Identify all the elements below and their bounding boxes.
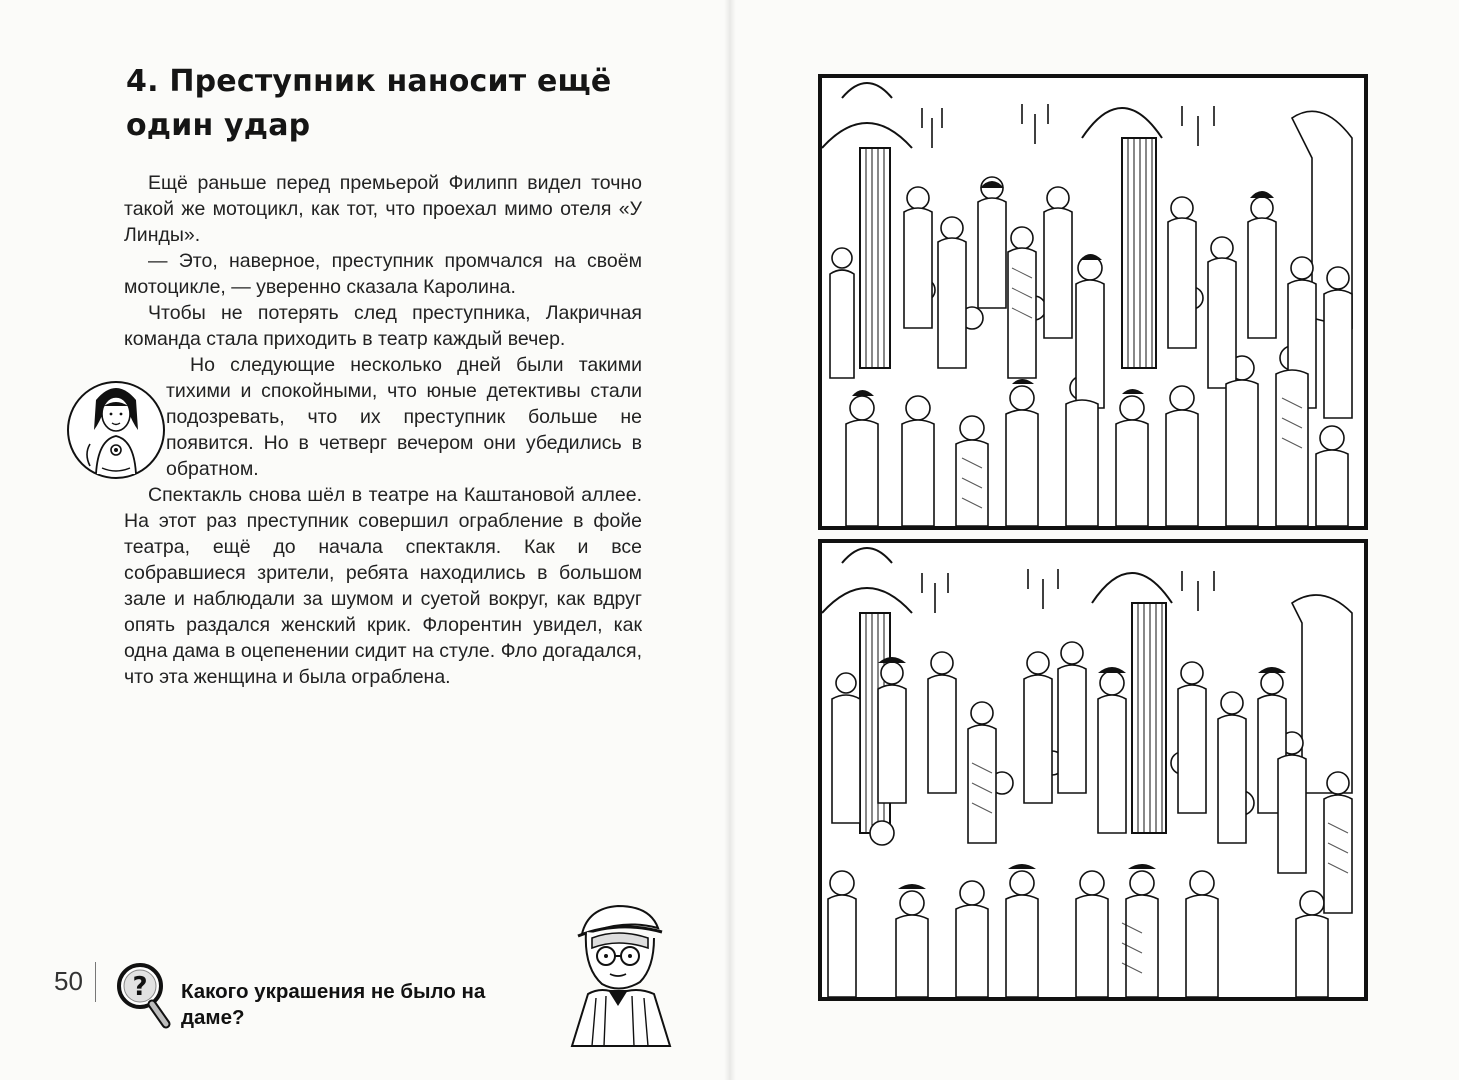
paragraph-5: Спектакль снова шёл в театре на Каштановой аллее. На этот раз преступник совершил ограбление в фойе театра, ещё до начала спектакля. Как и все собравшиеся зрители, ребята находились в большом зале и наблюдали за шумом и суетой вокруг, как вдруг опять раздался женский крик. Флорентин увидел, как одна дама в оцепенении сидит на стуле. Фло догадался, что эта женщина и была ограблена. [124, 484, 642, 688]
paragraph-2: — Это, наверное, преступник промчался на своём мотоцикле, — уверенно сказала Каролина. [124, 250, 642, 298]
chapter-body [124, 170, 642, 690]
paragraph-1: Ещё раньше перед премьерой Филипп видел точно такой же мотоцикл, как тот, что проехал мимо отеля «У Линды». [124, 172, 642, 246]
page-number: 50 [54, 966, 83, 996]
question-text: Какого украшения не было на даме? [181, 980, 486, 1029]
theatre-foyer-crowd-before [818, 74, 1368, 530]
theatre-foyer-crowd-after [818, 539, 1368, 1001]
magnifier-question-mark: ? [132, 972, 148, 1002]
chapter-title-line-1: 4. Преступник наносит ещё [126, 64, 612, 99]
magnifier-question-icon [114, 960, 172, 1032]
girl-portrait-illustration [66, 370, 166, 496]
chapter-title-line-2: один удар [126, 108, 311, 143]
book-gutter [724, 0, 736, 1080]
detective-boy-illustration [558, 898, 688, 1048]
paragraph-4: Но следующие несколько дней были такими тихими и спокойными, что юные детективы стали подозревать, что их преступник больше не появится. Но в четверг вечером они убедились в обратном. [166, 354, 642, 480]
paragraph-3: Чтобы не потерять след преступника, Лакричная команда стала приходить в театр каждый вечер. [124, 302, 642, 350]
chapter-title [126, 60, 646, 148]
page-number-divider [95, 962, 96, 1002]
